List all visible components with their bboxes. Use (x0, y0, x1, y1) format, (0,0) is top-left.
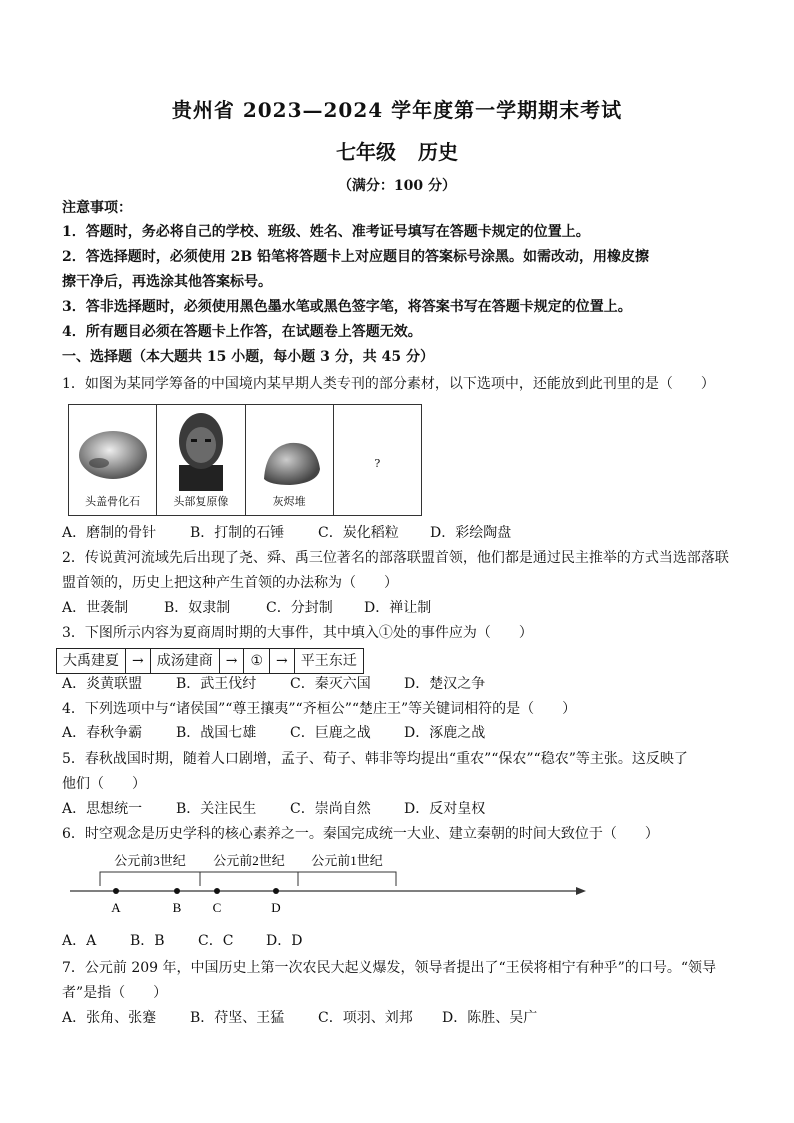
q6-stem: 6．时空观念是历史学科的核心素养之一。秦国完成统一大业、建立秦朝的时间大致位于（ ） (62, 826, 659, 842)
note-2a: 2．答选择题时，必须使用 2B 铅笔将答题卡上对应题目的答案标号涂黑。如需改动，用橡皮擦 (62, 249, 650, 265)
q2-stem-b: 盟首领的，历史上把这种产生首领的办法称为（ ） (62, 575, 398, 591)
q2-option-a: A．世袭制 (62, 600, 129, 616)
q2-options (62, 596, 742, 620)
full-score: （满分：100 分） (337, 178, 457, 194)
q4-stem: 4．下列选项中与“诸侯国”“尊王攘夷”“齐桓公”“楚庄王”等关键词相符的是（ ） (62, 701, 577, 717)
q4-option-a: A．春秋争霸 (62, 725, 143, 741)
point-a-label: A (111, 900, 121, 915)
q5-option-d: D．反对皇权 (404, 801, 486, 817)
q7-options (62, 1006, 742, 1030)
note-3: 3．答非选择题时，必须使用黑色墨水笔或黑色签字笔，将答案书写在答题卡规定的位置上。 (62, 299, 632, 315)
q5-option-c: C．崇尚自然 (290, 801, 371, 817)
q2-option-c: C．分封制 (266, 600, 333, 616)
skull-fossil-image (69, 405, 157, 515)
point-d-marker (273, 888, 279, 894)
ash-pile-image (246, 405, 334, 515)
q6-option-c: C．C (198, 933, 234, 949)
point-a-marker (113, 888, 119, 894)
exam-title: 贵州省 2023—2024 学年度第一学期期末考试 (171, 98, 623, 122)
ash-pile-picture (246, 417, 334, 497)
q4-option-d: D．涿鹿之战 (404, 725, 486, 741)
subject-label: 历史 (418, 140, 458, 164)
q1-options (62, 521, 742, 545)
q5-options (62, 797, 742, 821)
note-4: 4．所有题目必须在答题卡上作答，在试题卷上答题无效。 (62, 324, 422, 340)
point-c-marker (214, 888, 220, 894)
q3-option-d: D．楚汉之争 (404, 676, 486, 692)
q4-option-b: B．战国七雄 (176, 725, 257, 741)
q6-option-b: B．B (130, 933, 165, 949)
head-reconstruction-image (157, 405, 245, 515)
notes-heading: 注意事项： (62, 200, 132, 216)
point-b-label: B (172, 900, 182, 915)
q2-option-b: B．奴隶制 (164, 600, 231, 616)
flow-blank: ① (244, 649, 270, 673)
grade-label: 七年级 (336, 140, 396, 164)
q7-option-c: C．项羽、刘邦 (318, 1010, 413, 1026)
q2-option-d: D．禅让制 (364, 600, 432, 616)
flow-pingwang: 平王东迁 (300, 653, 357, 669)
q1-option-b: B．打制的石锤 (190, 525, 285, 541)
q5-stem-a: 5．春秋战国时期，随着人口剧增，孟子、荀子、韩非等均提出“重农”“保农”“稳农”等主张。这反映了 (62, 751, 688, 767)
note-1: 1．答题时，务必将自己的学校、班级、姓名、准考证号填写在答题卡规定的位置上。 (62, 224, 590, 240)
q6-option-a: A．A (62, 933, 97, 949)
q3-options (62, 672, 742, 696)
note-2b: 擦干净后，再选涂其他答案标号。 (62, 274, 272, 290)
section-heading: 一、选择题（本大题共 15 小题，每小题 3 分，共 45 分） (62, 349, 434, 365)
q3-stem: 3．下图所示内容为夏商周时期的大事件，其中填入①处的事件应为（ ） (62, 625, 533, 641)
skull-fossil-picture (69, 411, 157, 491)
q5-stem-b: 他们（ ） (62, 776, 146, 792)
q5-option-b: B．关注民生 (176, 801, 257, 817)
q3-option-a: A．炎黄联盟 (62, 676, 143, 692)
q7-option-a: A．张角、张蹇 (62, 1010, 157, 1026)
q7-stem-b: 者”是指（ ） (62, 985, 168, 1001)
flow-xia: 大禹建夏 (57, 649, 126, 673)
caption-ash: 灰烬堆 (272, 495, 306, 508)
point-b-marker (174, 888, 180, 894)
q1-option-d: D．彩绘陶盘 (430, 525, 512, 541)
flow-arrow-2: → (220, 649, 245, 673)
q6-option-d: D．D (266, 933, 303, 949)
q1-option-c: C．炭化稻粒 (318, 525, 399, 541)
flow-arrow-1: → (126, 649, 151, 673)
q3-flow-diagram (56, 648, 364, 674)
q7-option-b: B．苻坚、王猛 (190, 1010, 285, 1026)
flow-shang: 成汤建商 (151, 649, 220, 673)
flow-arrow-3: → (270, 649, 295, 673)
q1-option-a: A．磨制的骨针 (62, 525, 157, 541)
q4-options (62, 721, 742, 745)
q6-options (62, 929, 742, 953)
q1-stem: 1．如图为某同学筹备的中国境内某早期人类专刊的部分素材，以下选项中，还能放到此刊里的是（ ） (62, 376, 715, 392)
q3-option-c: C．秦灭六国 (290, 676, 371, 692)
caption-skull: 头盖骨化石 (85, 495, 141, 508)
century-3bc: 公元前3世纪 (114, 853, 186, 868)
q4-option-c: C．巨鹿之战 (290, 725, 371, 741)
q6-timeline (62, 848, 592, 928)
head-bust-picture (157, 407, 245, 493)
q7-option-d: D．陈胜、吴广 (442, 1010, 538, 1026)
q5-option-a: A．思想统一 (62, 801, 143, 817)
point-d-label: D (271, 900, 281, 915)
q2-stem-a: 2．传说黄河流域先后出现了尧、舜、禹三位著名的部落联盟首领，他们都是通过民主推举的方式当选部落联 (62, 550, 729, 566)
exam-subtitle (0, 136, 794, 165)
caption-head: 头部复原像 (173, 495, 229, 508)
point-c-label: C (212, 900, 222, 915)
q3-option-b: B．武王伐纣 (176, 676, 257, 692)
unknown-image (334, 405, 421, 515)
century-1bc: 公元前1世纪 (311, 853, 383, 868)
century-2bc: 公元前2世纪 (213, 853, 285, 868)
q7-stem-a: 7．公元前 209 年，中国历史上第一次农民大起义爆发，领导者提出了“王侯将相宁有种乎”的口号。“领导 (62, 960, 716, 976)
question-mark: ? (374, 457, 381, 470)
q1-image-strip (68, 404, 422, 516)
